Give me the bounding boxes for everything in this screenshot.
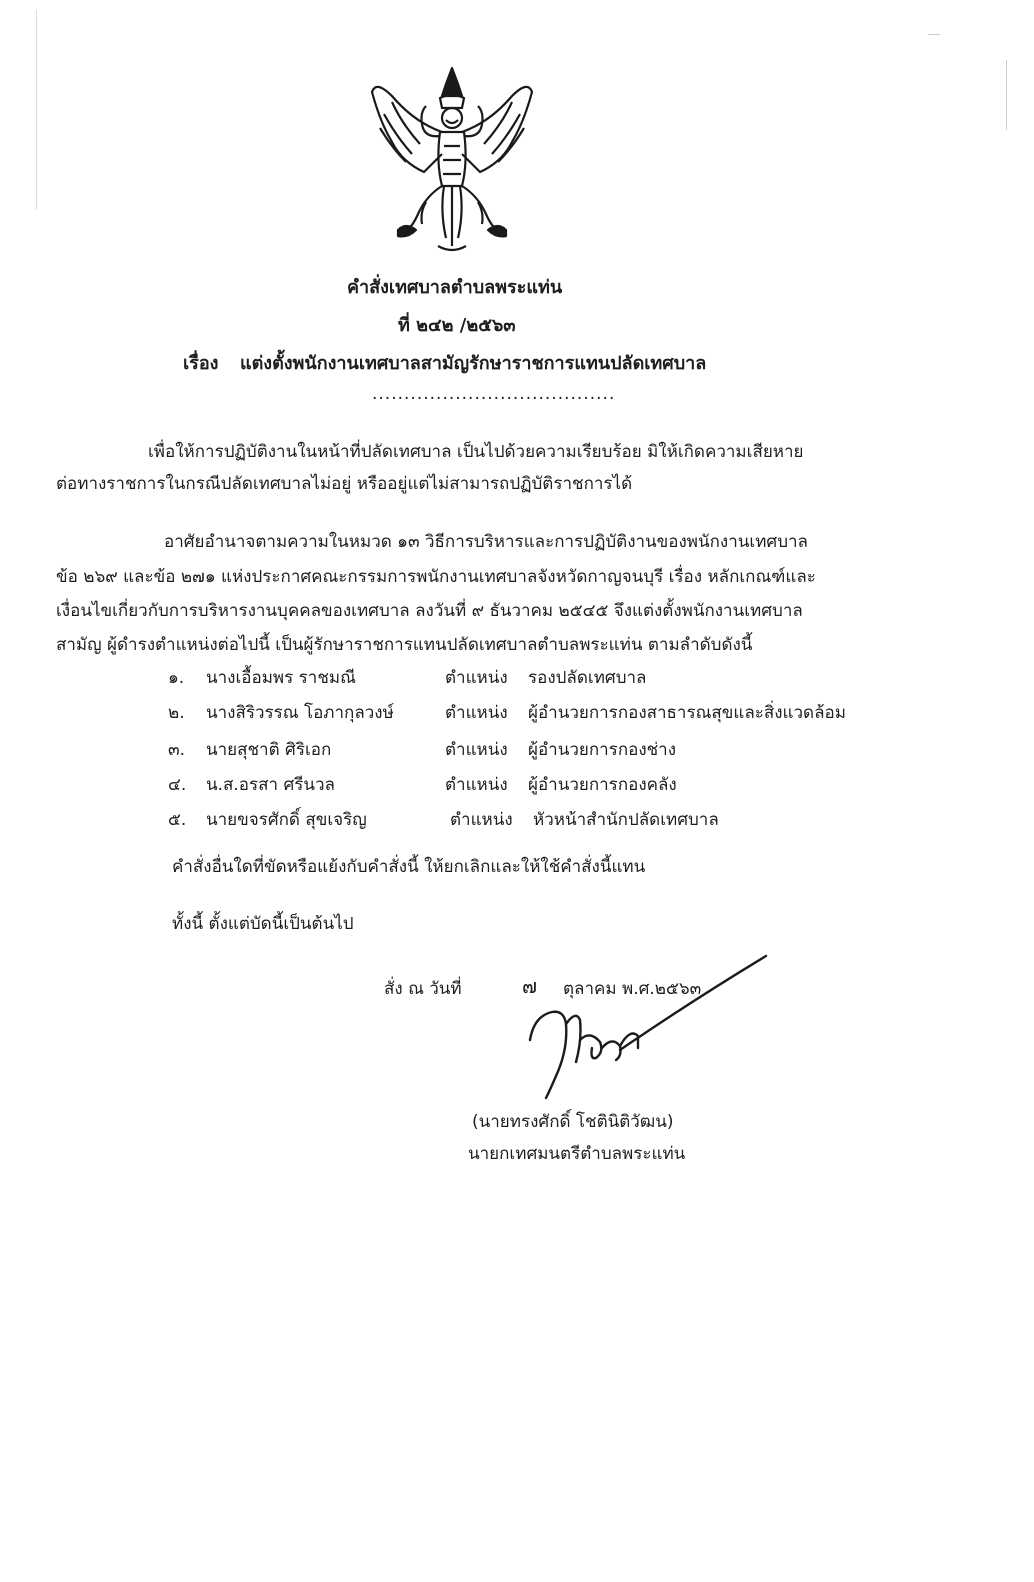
list-item-number: ๑. bbox=[168, 668, 185, 688]
list-item-number: ๕. bbox=[168, 810, 187, 830]
paragraph-2-line-1: อาศัยอำนาจตามความในหมวด ๑๓ วิธีการบริหารและการปฏิบัติงานของพนักงานเทศบาล bbox=[164, 532, 808, 552]
paragraph-2-line-4: สามัญ ผู้ดำรงตำแหน่งต่อไปนี้ เป็นผู้รักษาราชการแทนปลัดเทศบาลตำบลพระแท่น ตามลำดับดังนี้ bbox=[56, 635, 753, 655]
list-item bbox=[168, 771, 888, 797]
revoke-clause: คำสั่งอื่นใดที่ขัดหรือแย้งกับคำสั่งนี้ ให้ยกเลิกและให้ใช้คำสั่งนี้แทน bbox=[172, 857, 646, 877]
order-number: ที่ ๒๔๒ /๒๕๖๓ bbox=[398, 315, 516, 336]
position-label: ตำแหน่ง bbox=[445, 740, 508, 760]
position-title: รองปลัดเทศบาล bbox=[528, 668, 647, 688]
scan-edge-mark bbox=[1006, 60, 1007, 130]
list-item bbox=[168, 699, 888, 725]
list-item bbox=[168, 806, 888, 832]
list-item bbox=[168, 664, 888, 690]
subject-text: แต่งตั้งพนักงานเทศบาลสามัญรักษาราชการแทนปลัดเทศบาล bbox=[240, 353, 707, 374]
list-item-number: ๒. bbox=[168, 703, 185, 723]
position-label: ตำแหน่ง bbox=[450, 810, 513, 830]
paragraph-2-line-2: ข้อ ๒๖๙ และข้อ ๒๗๑ แห่งประกาศคณะกรรมการพนักงานเทศบาลจังหวัดกาญจนบุรี เรื่อง หลักเกณฑ์และ bbox=[56, 567, 816, 587]
list-item-number: ๔. bbox=[168, 775, 187, 795]
paragraph-1-line-2: ต่อทางราชการในกรณีปลัดเทศบาลไม่อยู่ หรืออยู่แต่ไม่สามารถปฏิบัติราชการได้ bbox=[56, 474, 633, 494]
paragraph-2-line-3: เงื่อนไขเกี่ยวกับการบริหารงานบุคคลของเทศบาล ลงวันที่ ๙ ธันวาคม ๒๕๔๕ จึงแต่งตั้งพนักงานเทศบาล bbox=[56, 601, 803, 621]
position-label: ตำแหน่ง bbox=[445, 703, 508, 723]
position-title: ผู้อำนวยการกองคลัง bbox=[528, 775, 677, 795]
appointee-name: นายขจรศักดิ์ สุขเจริญ bbox=[206, 810, 367, 830]
order-title: คำสั่งเทศบาลตำบลพระแท่น bbox=[347, 277, 563, 298]
paragraph-1-line-1: เพื่อให้การปฏิบัติงานในหน้าที่ปลัดเทศบาล เป็นไปด้วยความเรียบร้อย มิให้เกิดความเสียหาย bbox=[148, 442, 804, 462]
dotted-rule: ...................................... bbox=[372, 384, 616, 404]
date-month-year: ตุลาคม พ.ศ.๒๕๖๓ bbox=[563, 979, 702, 999]
scan-edge-mark bbox=[36, 10, 37, 210]
appointee-name: น.ส.อรสา ศรีนวล bbox=[206, 775, 335, 795]
effective-clause: ทั้งนี้ ตั้งแต่บัดนี้เป็นต้นไป bbox=[172, 914, 354, 934]
garuda-emblem-icon bbox=[362, 62, 542, 257]
position-label: ตำแหน่ง bbox=[445, 775, 508, 795]
position-title: ผู้อำนวยการกองสาธารณสุขและสิ่งแวดล้อม bbox=[528, 703, 846, 723]
signature-mark bbox=[520, 950, 780, 1110]
appointee-name: นายสุชาติ ศิริเอก bbox=[206, 740, 332, 760]
signatory-title: นายกเทศมนตรีตำบลพระแท่น bbox=[468, 1144, 686, 1164]
appointee-name: นางเอื้อมพร ราชมณี bbox=[206, 668, 356, 688]
subject-label: เรื่อง bbox=[183, 353, 219, 374]
list-item-number: ๓. bbox=[168, 740, 186, 760]
position-title: ผู้อำนวยการกองช่าง bbox=[528, 740, 677, 760]
date-prefix: สั่ง ณ วันที่ bbox=[384, 979, 462, 999]
date-day: ๗ bbox=[522, 974, 538, 998]
position-title: หัวหน้าสำนักปลัดเทศบาล bbox=[533, 810, 719, 830]
position-label: ตำแหน่ง bbox=[445, 668, 508, 688]
list-item bbox=[168, 736, 888, 762]
signatory-name: (นายทรงศักดิ์ โชตินิติวัฒน) bbox=[472, 1112, 674, 1132]
scan-edge-mark bbox=[928, 34, 940, 35]
appointee-name: นางสิริวรรณ โอภากุลวงษ์ bbox=[206, 703, 394, 723]
